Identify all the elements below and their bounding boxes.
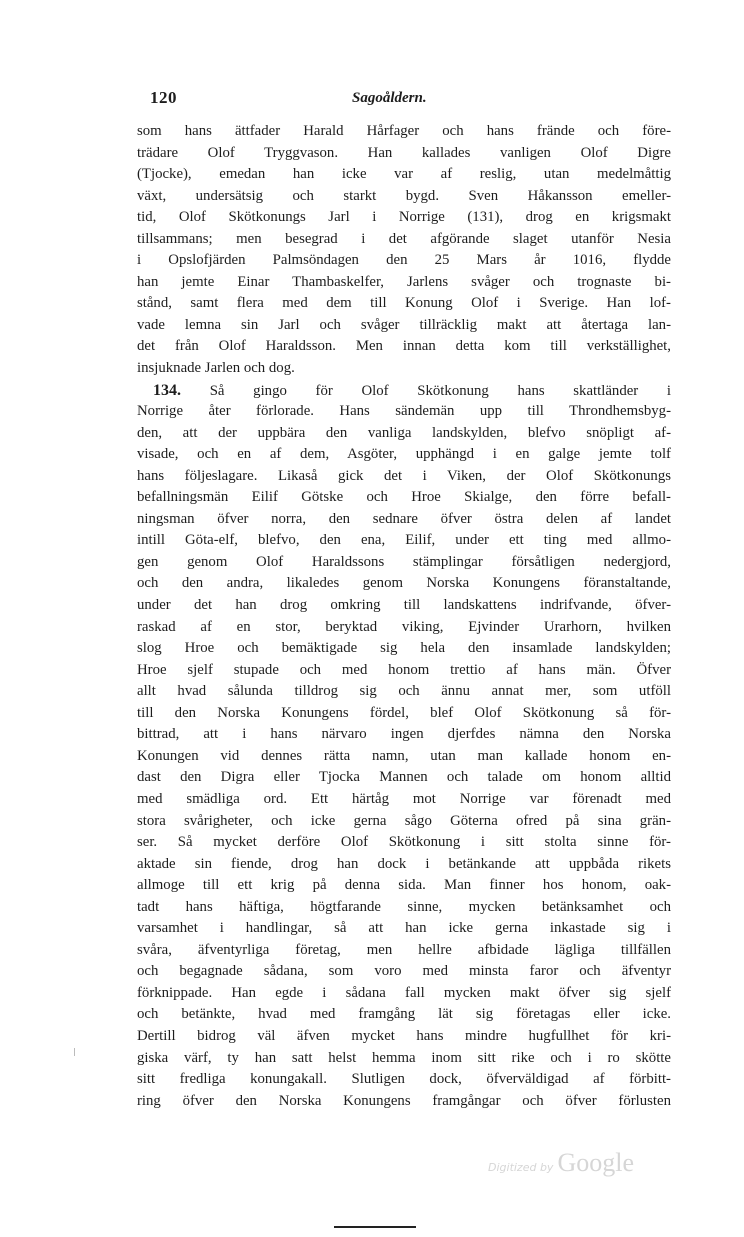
text-line: som hans ättfader Harald Hårfager och hans frände och före- (137, 123, 671, 139)
text-line: han jemte Einar Thambaskelfer, Jarlens svåger och trognaste bi- (137, 273, 671, 290)
text-line: Norrige åter förlorade. Hans sändemän upp till Throndhemsbyg- (137, 403, 671, 420)
text-line: intill Göta-elf, blefvo, den ena, Eilif, under ett ting med allmo- (137, 532, 671, 549)
google-logo: Google (557, 1148, 634, 1177)
text-line: insjuknade Jarlen och dog. (137, 360, 295, 377)
text-line: Hroe sjelf stupade och med honom trettio af hans män. Öfver (137, 661, 671, 678)
text-line: bittrad, att i hans närvaro ingen djerfdes nämna den Norska (137, 726, 671, 743)
text-line: tid, Olof Skötkonungs Jarl i Norrige (131), drog en krigsmakt (137, 209, 671, 226)
text-line: allt hvad sålunda tilldrog sig och ännu annat mer, som utföll (137, 683, 671, 700)
text-line: den, att der uppbära den vanliga landskylden, blefvo snöpligt af- (137, 424, 671, 441)
margin-mark (74, 1048, 75, 1056)
text-line: varsamhet i handlingar, så att han icke gerna inkastade sig i (137, 920, 671, 937)
text-line: Dertill bidrog väl äfven mycket hans mindre hugfullhet för kri- (137, 1027, 671, 1044)
text-line: slog Hroe och bemäktigade sig hela den insamlade landskylden; (137, 640, 671, 657)
text-line: (Tjocke), emedan han icke var af reslig, utan medelmåttig (137, 166, 671, 183)
section-number: 134. (153, 381, 181, 399)
text-line: med smädliga ord. Ett härtåg mot Norrige var förenadt med (137, 790, 671, 807)
text-line: växt, undersätsig och starkt bygd. Sven Håkansson emeller- (137, 187, 671, 204)
text-line: aktade sin fiende, drog han dock i betänkande att uppbåda rikets (137, 855, 671, 872)
text-line: tadt hans häftiga, högtfarande sinne, mycken betänksamhet och (137, 898, 671, 915)
text-line: Konungen vid dennes rätta namn, utan man kallade honom en- (137, 747, 671, 764)
text-line: raskad af en stor, beryktad viking, Ejvinder Urarhorn, hvilken (137, 618, 671, 635)
text-line: i Opslofjärden Palmsöndagen den 25 Mars år 1016, flydde (137, 252, 671, 269)
footer-rule (334, 1226, 416, 1228)
section-first-text: Så gingo för Olof Skötkonung hans skattländer i (209, 382, 671, 399)
watermark-prefix: Digitized by (488, 1161, 554, 1174)
text-line: tillsammans; men besegrad i det afgörande slaget utanför Nesia (137, 230, 671, 247)
text-line: ser. Så mycket derföre Olof Skötkonung i sitt stolta sinne för- (137, 834, 671, 851)
text-line: ring öfver den Norska Konungens framgångar och öfver förlusten (137, 1092, 671, 1109)
text-line: befallningsmän Eilif Götske och Hroe Skialge, den förre befall- (137, 489, 671, 506)
text-line: stånd, samt flera med dem till Konung Olof i Sverige. Han lof- (137, 295, 671, 312)
body-text (137, 121, 671, 1112)
text-line: allmoge till ett krig på denna sida. Man finner hos honom, oak- (137, 877, 671, 894)
text-line: till den Norska Konungens fördel, blef Olof Skötkonung så för- (137, 704, 671, 721)
text-line: gen genom Olof Haraldssons stämplingar försåtligen nedergjord, (137, 553, 671, 570)
text-line: under det han drog omkring till landskattens indrifvande, öfver- (137, 597, 671, 614)
text-line: ningsman öfver norra, den sednare öfver östra delen af landet (137, 510, 671, 527)
text-line: dast den Digra eller Tjocka Mannen och talade om honom alltid (137, 769, 671, 786)
section-first-line (137, 380, 671, 402)
running-title: Sagoåldern. (352, 90, 427, 106)
text-line: svåra, äfventyrliga företag, men hellre afbidade lägliga tillfällen (137, 941, 671, 958)
text-line: trädare Olof Tryggvason. Han kallades vanligen Olof Digre (137, 144, 671, 161)
text-line: giska värf, ty han satt helst hemma inom sitt rike och i ro skötte (137, 1049, 671, 1066)
text-line: och den andra, likaledes genom Norska Konungens föranstaltande, (137, 575, 671, 592)
text-line: förknippade. Han egde i sådana fall mycken makt öfver sig sjelf (137, 984, 671, 1001)
text-line: och begagnade sådana, som voro med minsta faror och äfventyr (137, 963, 671, 980)
text-line: sitt fredliga konungakall. Slutligen dock, öfverväldigad af förbitt- (137, 1071, 671, 1088)
text-line: det från Olof Haraldsson. Men innan detta kom till verkställighet, (137, 338, 671, 355)
text-line: hans följeslagare. Likaså gick det i Viken, der Olof Skötkonungs (137, 467, 671, 484)
text-line: vade lemna sin Jarl och svåger tillräcklig makt att återtaga lan- (137, 316, 671, 333)
text-line: och betänkte, hvad med framgång lät sig företagas eller icke. (137, 1006, 671, 1023)
digitized-watermark (488, 1148, 634, 1178)
text-line: stora svårigheter, och icke gerna sågo Göterna ofred på sina grän- (137, 812, 671, 829)
text-line: visade, och en af dem, Asgöter, upphängd i en galge jemte tolf (137, 446, 671, 463)
page-number: 120 (150, 88, 177, 107)
